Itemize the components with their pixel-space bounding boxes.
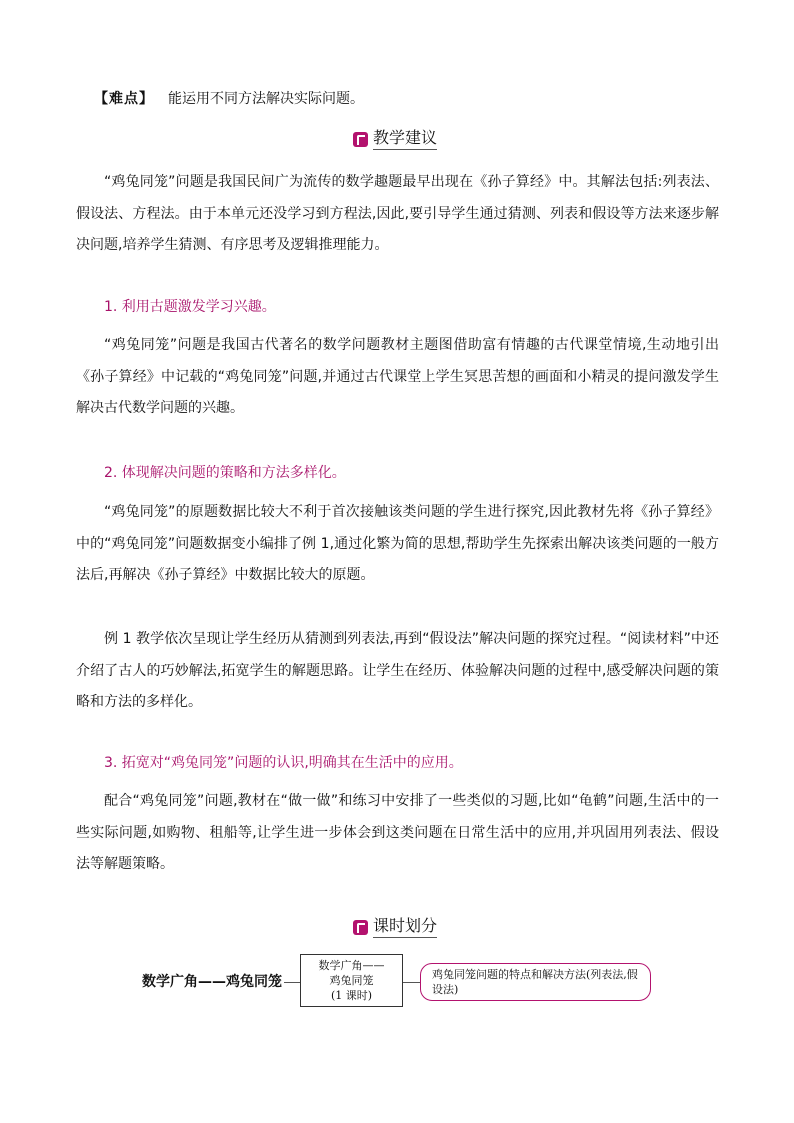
heading-label: 教学建议 <box>373 128 437 150</box>
intro-paragraph: “鸡兔同笼”问题是我国民间广为流传的数学趣题最早出现在《孙子算经》中。其解法包括:列表法、假设法、方程法。由于本单元还没学习到方程法,因此,要引导学生通过猜测、列表和假设等方法来逐步解决问题,培养学生猜测、有序思考及逻辑推理能力。 <box>76 174 719 253</box>
lesson-line: 数学广角—— <box>318 959 385 972</box>
difficulty-text: 能运用不同方法解决实际问题。 <box>168 91 364 107</box>
lesson-box <box>300 954 403 1007</box>
point-2-body: “鸡兔同笼”的原题数据比较大不利于首次接触该类问题的学生进行探究,因此教材先将《孙子算经》中的“鸡兔同笼”问题数据变小编排了例 1,通过化繁为简的思想,帮助学生先探索出解决该类问题的一般方法后,再解决《孙子算经》中数据比较大的原题。 <box>76 504 719 583</box>
section-marker-icon <box>353 132 368 147</box>
heading-label: 课时划分 <box>373 916 437 938</box>
point-3-body: 配合“鸡兔同笼”问题,教材在“做一做”和练习中安排了一些类似的习题,比如“龟鹤”问题,生活中的一些实际问题,如购物、租船等,让学生进一步体会到这类问题在日常生活中的应用,并巩固用列表法、假设法等解题策略。 <box>76 793 719 872</box>
diagram-root-label: 数学广角——鸡兔同笼 <box>142 974 282 990</box>
lesson-plan-heading <box>353 916 437 938</box>
point-2-body-continued: 例 1 教学依次呈现让学生经历从猜测到列表法,再到“假设法”解决问题的探究过程。“阅读材料”中还介绍了古人的巧妙解法,拓宽学生的解题思路。让学生在经历、体验解决问题的过程中,感受解决问题的策略和方法的多样化。 <box>76 631 719 710</box>
connector-line <box>403 982 420 983</box>
lesson-line: 鸡兔同笼 <box>329 974 374 987</box>
section-marker-icon <box>353 920 368 935</box>
difficulty-line <box>94 89 364 109</box>
difficulty-tag: 【难点】 <box>94 91 154 107</box>
topic-box: 鸡兔同笼问题的特点和解决方法(列表法,假设法) <box>420 963 651 1001</box>
point-3-title: 3. 拓宽对“鸡兔同笼”问题的认识,明确其在生活中的应用。 <box>104 755 463 771</box>
lesson-line: (1 课时) <box>330 989 373 1002</box>
connector-line <box>284 982 300 983</box>
teaching-suggestions-heading <box>353 128 437 150</box>
point-1-title: 1. 利用古题激发学习兴趣。 <box>104 299 276 315</box>
point-2-title: 2. 体现解决问题的策略和方法多样化。 <box>104 465 346 481</box>
point-1-body: “鸡兔同笼”问题是我国古代著名的数学问题教材主题图借助富有情趣的古代课堂情境,生动地引出《孙子算经》中记载的“鸡兔同笼”问题,并通过古代课堂上学生冥思苦想的画面和小精灵的提问激发学生解决古代数学问题的兴趣。 <box>76 337 719 416</box>
